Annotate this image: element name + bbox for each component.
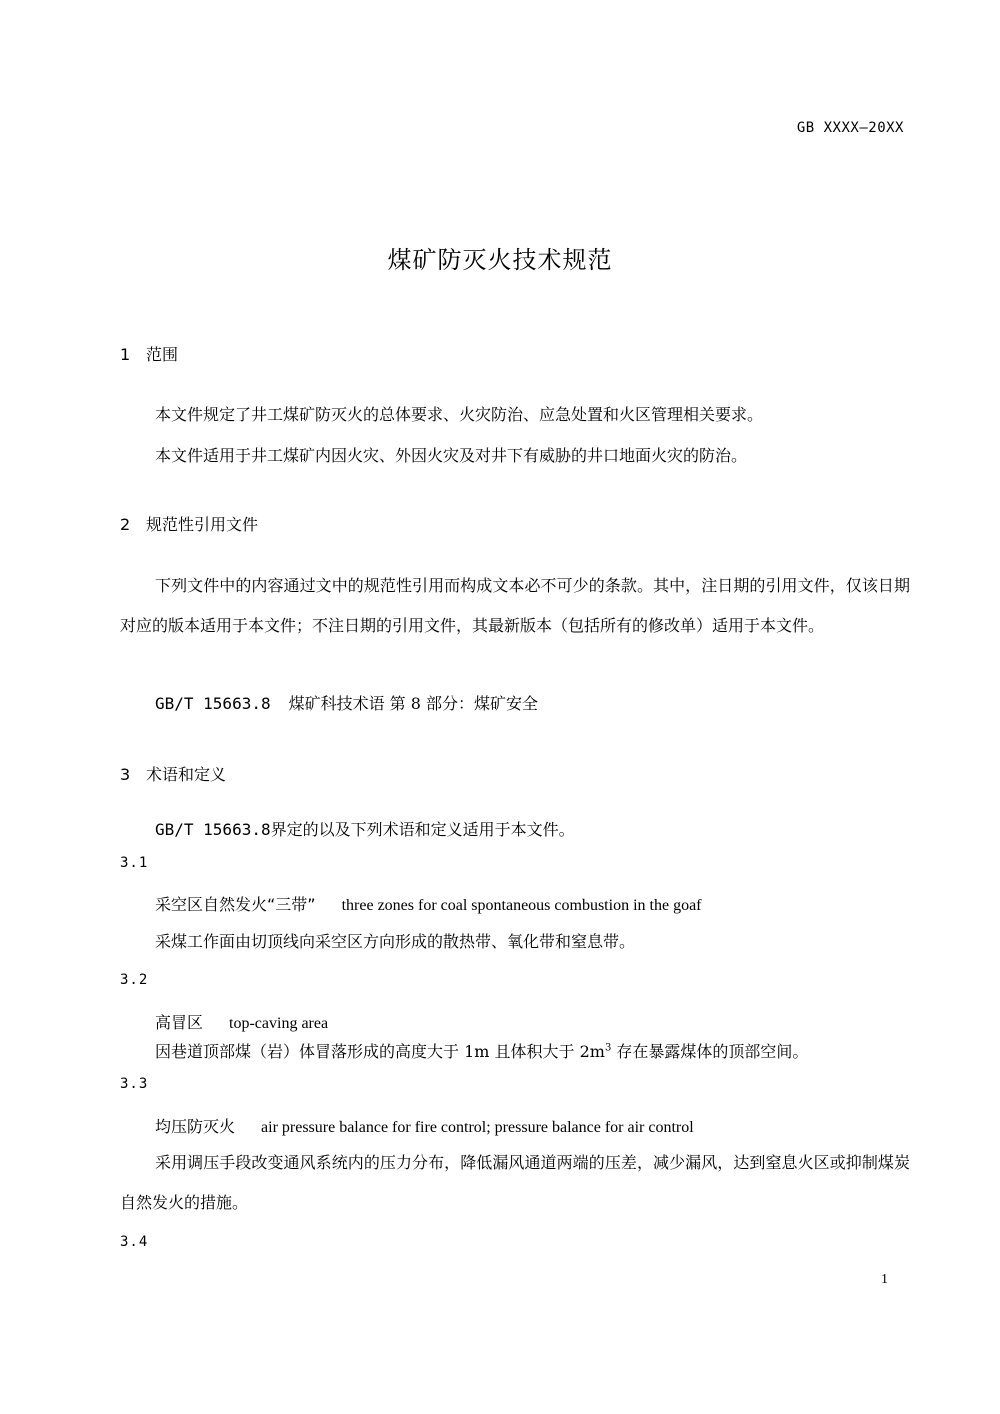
term-english: three zones for coal spontaneous combustion in the goaf [341,897,702,914]
term-entry [155,1010,328,1033]
term-chinese: 高冒区 [155,1013,204,1032]
term-entry [155,1114,694,1137]
standard-code: GB XXXX—20XX [796,120,904,136]
intro-text: 界定的以及下列术语和定义适用于本文件。 [270,820,575,839]
term-number: 3.4 [120,1234,149,1250]
term-english: top-caving area [229,1015,329,1032]
intro-code: GB/T 15663.8 [155,820,271,839]
section-number: 1 [120,345,131,364]
superscript: 3 [604,1042,612,1054]
section-1-paragraph-1: 本文件规定了井工煤矿防灭火的总体要求、火灾防治、应急处置和火区管理相关要求。 [155,405,764,424]
section-title: 范围 [146,345,179,364]
term-number: 3.2 [120,972,149,988]
term-definition [155,1042,808,1062]
normative-reference [155,694,538,714]
section-number: 2 [120,515,131,534]
term-entry [155,892,702,915]
term-definition: 采煤工作面由切顶线向采空区方向形成的散热带、氧化带和窒息带。 [155,932,636,951]
section-3-intro [155,820,575,840]
reference-title: 煤矿科技术语 第 8 部分：煤矿安全 [288,694,539,713]
term-number: 3.1 [120,855,149,871]
reference-code: GB/T 15663.8 [155,694,271,713]
section-1-paragraph-2: 本文件适用于井工煤矿内因火灾、外因火灾及对井下有威胁的井口地面火灾的防治。 [155,446,748,465]
term-number: 3.3 [120,1076,149,1092]
section-2-heading [120,512,258,535]
term-chinese: 均压防灭火 [155,1117,236,1136]
document-title: 煤矿防灭火技术规范 [387,246,613,274]
section-2-paragraph: 下列文件中的内容通过文中的规范性引用而构成文本必不可少的条款。其中，注日期的引用文件，仅该日期对应的版本适用于本文件；不注日期的引用文件，其最新版本（包括所有的修改单）适用于本文件。 [120,576,910,635]
section-title: 规范性引用文件 [146,515,259,534]
term-chinese: 采空区自然发火“三带” [155,895,316,914]
section-3-heading [120,762,226,785]
definition-text: 存在暴露煤体的顶部空间。 [611,1042,809,1061]
page-number: 1 [881,1272,888,1287]
section-number: 3 [120,765,131,784]
term-english: air pressure balance for fire control; pressure balance for air control [261,1119,694,1136]
definition-text: 因巷道顶部煤（岩）体冒落形成的高度大于 1m 且体积大于 2m [155,1042,605,1061]
section-1-heading [120,342,178,365]
section-title: 术语和定义 [146,765,227,784]
term-definition: 采用调压手段改变通风系统内的压力分布，降低漏风通道两端的压差，减少漏风，达到窒息火区或抑制煤炭自然发火的措施。 [120,1153,910,1212]
